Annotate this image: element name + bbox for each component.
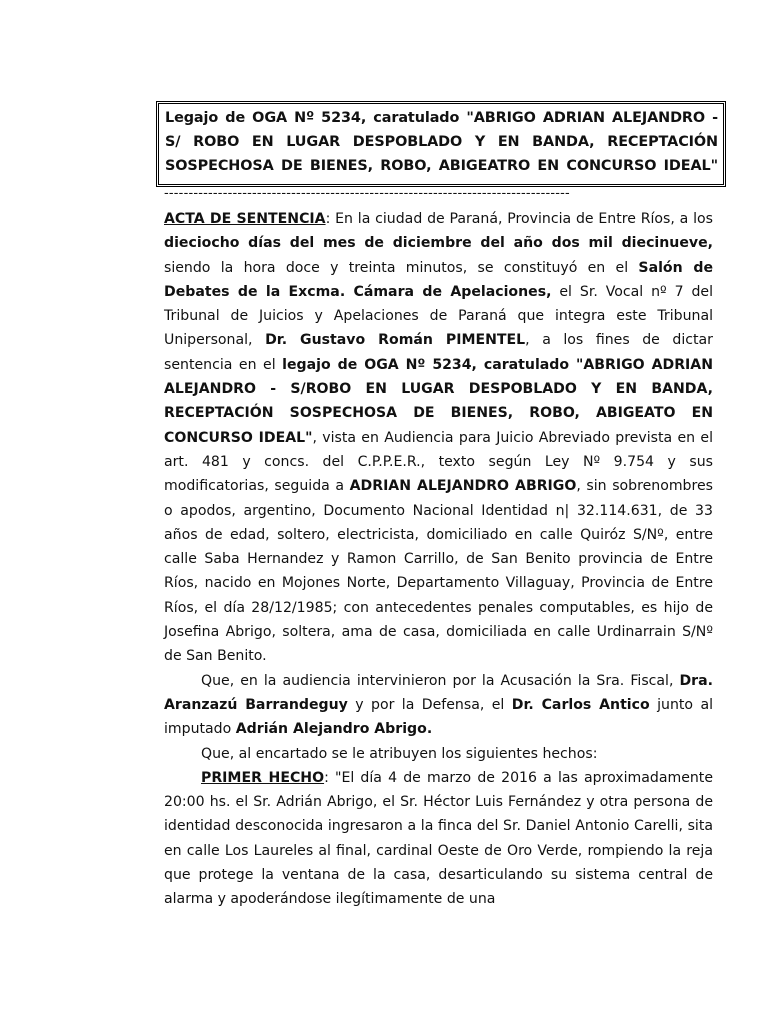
case-title-box <box>156 101 726 187</box>
paragraph-first-fact <box>164 766 713 912</box>
bold-defense: Dr. Carlos Antico <box>511 696 650 713</box>
paragraph-acta <box>164 207 713 669</box>
paragraph-parties <box>164 669 713 742</box>
first-fact-heading: PRIMER HECHO <box>201 769 325 786</box>
text: , a los fines de dictar sentencia en el <box>164 332 713 373</box>
acta-heading: ACTA DE SENTENCIA <box>164 211 326 227</box>
bold-judge: Dr. Gustavo Román PIMENTEL <box>265 332 526 349</box>
text: siendo la hora doce y treinta minutos, se constituyó en el <box>164 259 639 276</box>
paragraph-facts-intro <box>164 742 713 766</box>
separator-line: ----------------------------------------------------------------------------------- <box>164 186 570 201</box>
bold-defendant: ADRIAN ALEJANDRO ABRIGO <box>349 478 577 495</box>
text: Que, al encartado se le atribuyen los siguientes hechos: <box>201 745 598 762</box>
text: el Sr. Vocal nº 7 del Tribunal de Juicios y Apelaciones de Paraná que integra este Tribunal Unipersonal, <box>164 283 713 349</box>
bold-accused: Adrián Alejandro Abrigo. <box>235 721 433 738</box>
text: junto al imputado <box>164 696 713 738</box>
text: : En la ciudad de Paraná, Provincia de Entre Ríos, a los <box>325 211 713 227</box>
bold-date: dieciocho días del mes de diciembre del año dos mil diecinueve, <box>164 235 713 252</box>
text: Que, en la audiencia intervinieron por la Acusación la Sra. Fiscal, <box>201 672 680 689</box>
text: : "El día 4 de marzo de 2016 a las aproximadamente 20:00 hs. el Sr. Adrián Abrigo, el Sr. Héctor Luis Fernández y otra persona de identidad desconocida ingresaron a la finca del Sr. Daniel Antonio Carelli, sita en calle Los Laureles al final, cardinal Oeste de Oro Verde, rompiendo la reja que protege la ventana de la casa, desarticulando su sistema central de alarma y apoderándose ilegítimamente de una <box>164 769 713 908</box>
bold-venue: Salón de Debates de la Excma. Cámara de Apelaciones, <box>164 259 713 300</box>
case-title: Legajo de OGA Nº 5234, caratulado "ABRIGO ADRIAN ALEJANDRO - S/ ROBO EN LUGAR DESPOBLADO Y EN BANDA, RECEPTACIÓN SOSPECHOSA DE BIENES, ROBO, ABIGEATRO EN CONCURSO IDEAL" <box>165 110 718 174</box>
sentence-body <box>164 207 713 912</box>
bold-prosecutor: Dra. Aranzazú Barrandeguy <box>164 672 713 713</box>
bold-case: legajo de OGA Nº 5234, caratulado "ABRIGO ADRIAN ALEJANDRO - S/ROBO EN LUGAR DESPOBLADO Y EN BANDA, RECEPTACIÓN SOSPECHOSA DE BIENES, ROBO, ABIGEATO EN CONCURSO IDEAL" <box>164 356 714 446</box>
text: , vista en Audiencia para Juicio Abreviado prevista en el art. 481 y concs. del C.P.P.E.R., texto según Ley Nº 9.754 y sus modificatorias, seguida a <box>164 429 713 495</box>
text: y por la Defensa, el <box>347 696 512 713</box>
text: , sin sobrenombres o apodos, argentino, Documento Nacional Identidad n| 32.114.631, de 33 años de edad, soltero, electricista, domiciliado en calle Quiróz S/Nº, entre calle Saba Hernandez y Ramon Carrillo, de San Benito provincia de Entre Ríos, nacido en Mojones Norte, Departamento Villaguay, Provincia de Entre Ríos, el día 28/12/1985; con antecedentes penales computables, es hijo de Josefina Abrigo, soltera, ama de casa, domiciliada en calle Urdinarrain S/Nº de San Benito. <box>164 478 713 665</box>
